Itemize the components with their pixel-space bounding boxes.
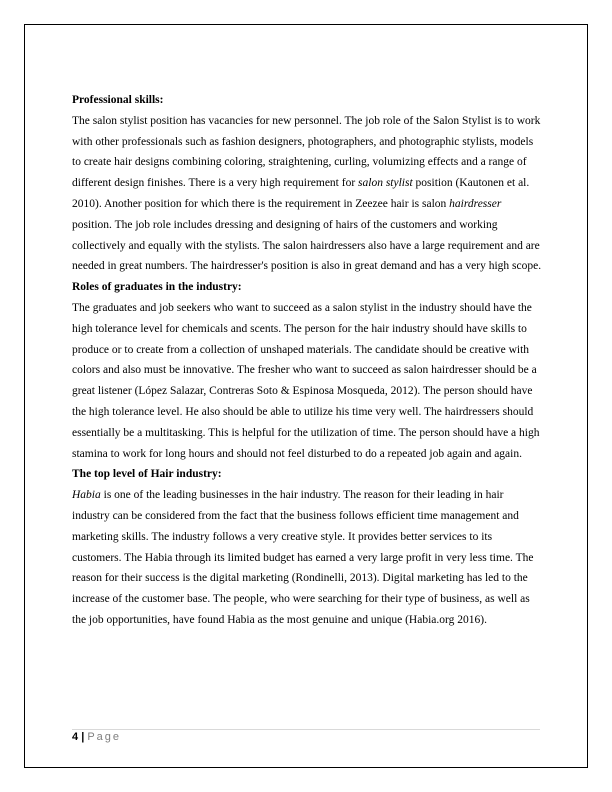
italic-text-run: Habia <box>72 489 101 502</box>
section-paragraph-professional-skills <box>72 111 542 277</box>
footer-divider <box>72 729 540 730</box>
italic-text-run: hairdresser <box>449 197 502 210</box>
footer-separator: | <box>81 731 85 743</box>
page-label: Page <box>87 731 122 743</box>
text-run: position. The job role includes dressing and designing of hairs of the customers and working collectively and equally with the stylists. The salon hairdressers also have a large requirement and are needed in great numbers. The hairdresser's position is also in great demand and has a very high scope. <box>72 218 542 273</box>
document-body <box>72 90 542 631</box>
section-heading-top-level-hair-industry: The top level of Hair industry: <box>72 468 222 481</box>
section-heading-roles-of-graduates: Roles of graduates in the industry: <box>72 281 242 294</box>
section-heading-professional-skills: Professional skills: <box>72 94 164 106</box>
page-number: 4 <box>72 731 79 743</box>
text-run: is one of the leading businesses in the hair industry. The reason for their leading in hair industry can be considered from the fact that the business follows efficient time management and marketing skills. The industry follows a very creative style. It provides better services to its customers. The Habia through its limited budget has earned a very large profit in very less time. The reason for their success is the digital marketing (Rondinelli, 2013). Digital marketing has led to the increase of the customer base. The people, who were searching for their type of business, as well as the job opportunities, have found Habia as the most genuine and unique (Habia.org 2016). <box>72 489 534 626</box>
text-run: The salon stylist position has vacancies for new personnel. The job role of the Salon Stylist is to work with other professionals such as fashion designers, photographers, and photographic stylists, models to create hair designs combining coloring, straightening, curling, volumizing effects and a range of different design finishes. There is a very high requirement for <box>72 114 541 190</box>
page-footer <box>72 731 121 743</box>
section-paragraph-top-level-hair-industry <box>72 485 542 631</box>
text-run: position (Kautonen et al. 2010). Another position for which there is the requirement in Zeezee hair is salon <box>72 177 530 210</box>
section-paragraph-roles-of-graduates: The graduates and job seekers who want to succeed as a salon stylist in the industry should have the high tolerance level for chemicals and scents. The person for the hair industry should have skills to produce or to create from a collection of unshaped materials. The candidate should be creative with colors and also must be innovative. The fresher who want to succeed as salon hairdresser should be a great listener (López Salazar, Contreras Soto & Espinosa Mosqueda, 2012). The person should have the high tolerance level. He also should be able to utilize his time very well. The hairdressers should essentially be a multitasking. This is helpful for the utilization of time. The person should have a high stamina to work for long hours and should not feel disturbed to do a repeated job again and again. <box>72 301 540 460</box>
italic-text-run: salon stylist <box>358 177 413 190</box>
